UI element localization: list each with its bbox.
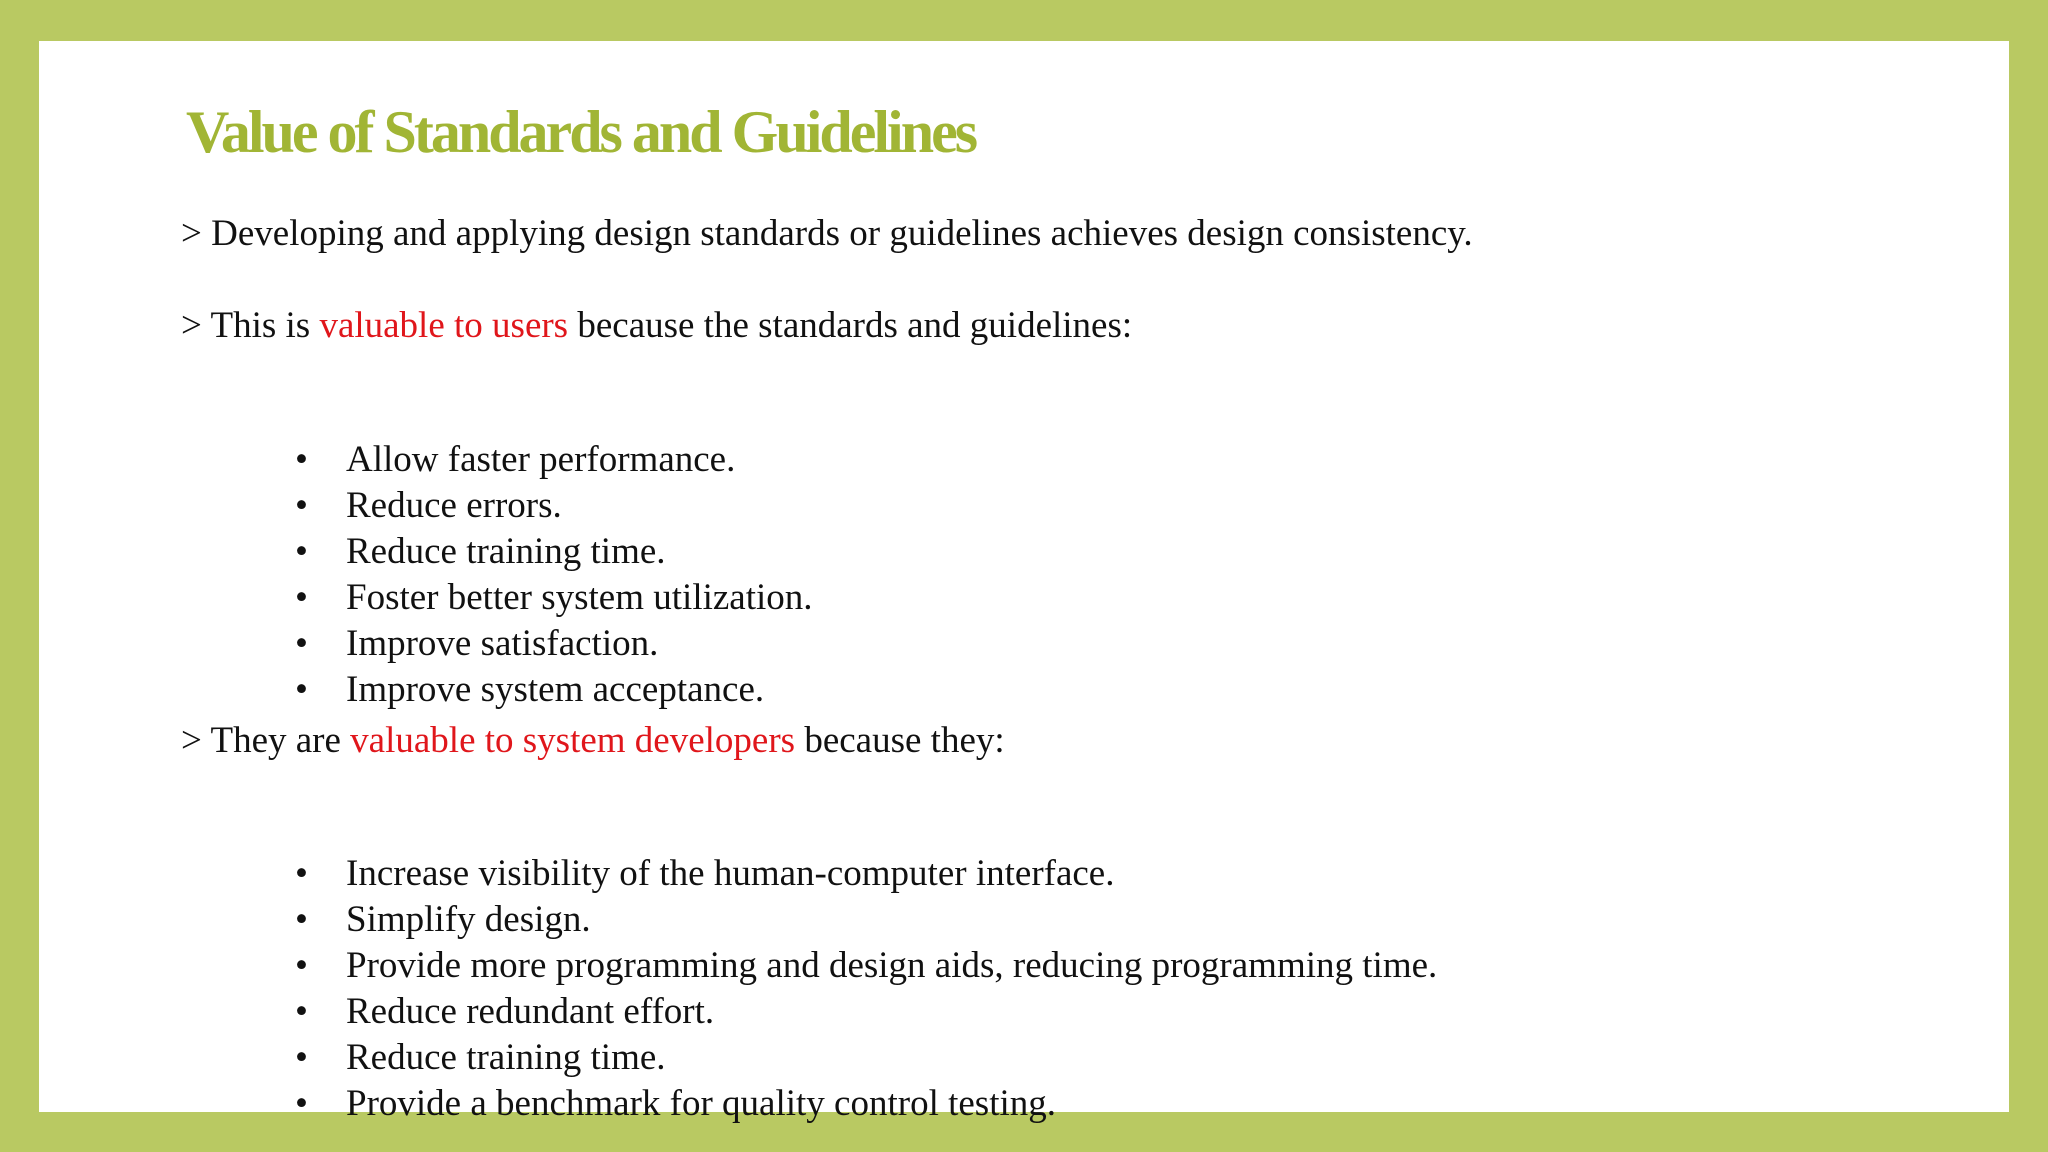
bullet-icon: •: [295, 991, 308, 1032]
developers-trail: because they:: [804, 720, 1005, 761]
bullet-icon: •: [295, 899, 308, 940]
list-item-text: Increase visibility of the human-computer interface.: [346, 853, 1115, 894]
list-item-text: Provide a benchmark for quality control testing.: [346, 1083, 1057, 1124]
users-highlight: valuable to users: [319, 305, 569, 346]
list-item-text: Provide more programming and design aids, reducing programming time.: [346, 945, 1438, 986]
users-lead: This is: [210, 305, 311, 346]
bullet-icon: •: [295, 623, 308, 664]
bullet-icon: •: [295, 577, 308, 618]
developers-marker: >: [181, 720, 202, 761]
bullet-icon: •: [295, 485, 308, 526]
bullet-icon: •: [295, 439, 308, 480]
users-marker: >: [181, 305, 202, 346]
list-item-text: Reduce training time.: [346, 1037, 666, 1078]
intro-marker: >: [181, 213, 202, 254]
list-item-text: Simplify design.: [346, 899, 591, 940]
users-paragraph: [181, 303, 1132, 349]
developers-lead: They are: [210, 720, 341, 761]
list-item-text: Improve system acceptance.: [346, 669, 765, 710]
list-item-text: Foster better system utilization.: [346, 577, 813, 618]
bullet-icon: •: [295, 1037, 308, 1078]
bullet-icon: •: [295, 945, 308, 986]
developers-paragraph: [181, 718, 1005, 764]
developers-highlight: valuable to system developers: [350, 720, 796, 761]
bullet-icon: •: [295, 669, 308, 710]
intro-text: Developing and applying design standards or guidelines achieves design consistency.: [211, 213, 1473, 254]
intro-paragraph: [181, 211, 1473, 257]
bullet-icon: •: [295, 1083, 308, 1124]
slide-title: Value of Standards and Guidelines: [186, 99, 976, 165]
slide-canvas: [39, 41, 2009, 1124]
list-item-text: Allow faster performance.: [346, 439, 736, 480]
list-item-text: Reduce training time.: [346, 531, 666, 572]
bullet-icon: •: [295, 531, 308, 572]
bullet-icon: •: [295, 853, 308, 894]
list-item-text: Reduce redundant effort.: [346, 991, 715, 1032]
list-item-text: Reduce errors.: [346, 485, 562, 526]
list-item-text: Improve satisfaction.: [346, 623, 659, 664]
users-trail: because the standards and guidelines:: [577, 305, 1133, 346]
